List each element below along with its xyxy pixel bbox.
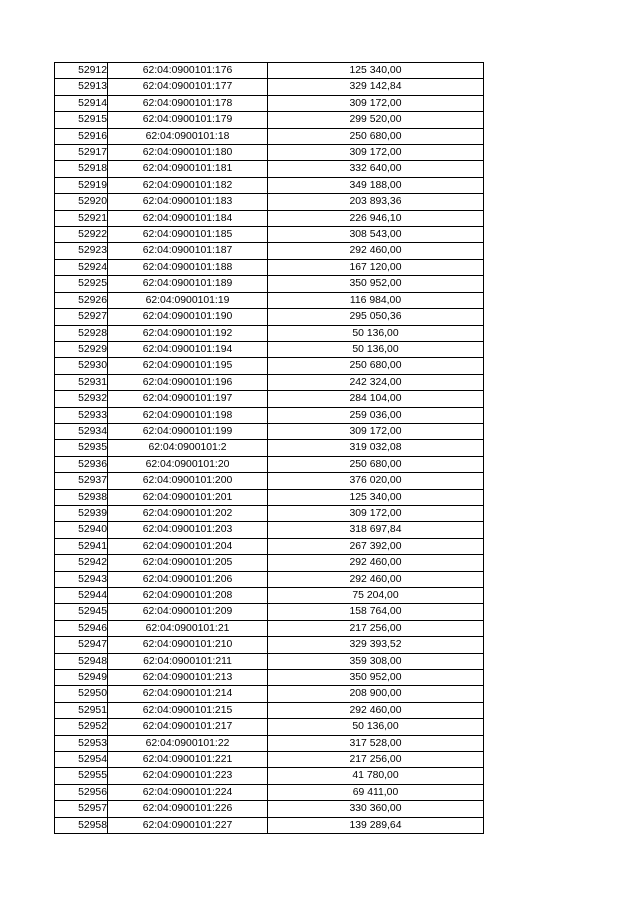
cadastral-value-cell: 116 984,00 xyxy=(268,292,484,308)
cadastral-value-cell: 267 392,00 xyxy=(268,538,484,554)
cadastral-value-cell: 317 528,00 xyxy=(268,735,484,751)
table-row xyxy=(55,407,484,423)
table-row xyxy=(55,145,484,161)
table-row xyxy=(55,440,484,456)
table-row xyxy=(55,374,484,390)
table-row xyxy=(55,112,484,128)
cadastral-value-cell: 330 360,00 xyxy=(268,801,484,817)
row-number-cell: 52944 xyxy=(55,588,108,604)
row-number-cell: 52942 xyxy=(55,555,108,571)
cadastral-value-cell: 125 340,00 xyxy=(268,489,484,505)
row-number-cell: 52938 xyxy=(55,489,108,505)
cadastral-value-cell: 242 324,00 xyxy=(268,374,484,390)
cadastral-number-cell: 62:04:0900101:201 xyxy=(108,489,268,505)
cadastral-number-cell: 62:04:0900101:194 xyxy=(108,341,268,357)
row-number-cell: 52950 xyxy=(55,686,108,702)
table-row xyxy=(55,161,484,177)
row-number-cell: 52918 xyxy=(55,161,108,177)
row-number-cell: 52920 xyxy=(55,194,108,210)
table-row xyxy=(55,719,484,735)
cadastral-value-cell: 332 640,00 xyxy=(268,161,484,177)
table-row xyxy=(55,259,484,275)
cadastral-value-cell: 203 893,36 xyxy=(268,194,484,210)
table-row xyxy=(55,423,484,439)
cadastral-value-cell: 292 460,00 xyxy=(268,702,484,718)
cadastral-value-cell: 250 680,00 xyxy=(268,128,484,144)
row-number-cell: 52919 xyxy=(55,177,108,193)
cadastral-value-cell: 309 172,00 xyxy=(268,95,484,111)
row-number-cell: 52951 xyxy=(55,702,108,718)
cadastral-number-cell: 62:04:0900101:221 xyxy=(108,752,268,768)
row-number-cell: 52917 xyxy=(55,145,108,161)
row-number-cell: 52923 xyxy=(55,243,108,259)
row-number-cell: 52928 xyxy=(55,325,108,341)
cadastral-value-cell: 158 764,00 xyxy=(268,604,484,620)
cadastral-value-cell: 75 204,00 xyxy=(268,588,484,604)
cadastral-value-cell: 69 411,00 xyxy=(268,784,484,800)
row-number-cell: 52931 xyxy=(55,374,108,390)
table-row xyxy=(55,276,484,292)
cadastral-number-cell: 62:04:0900101:214 xyxy=(108,686,268,702)
cadastral-number-cell: 62:04:0900101:197 xyxy=(108,391,268,407)
row-number-cell: 52929 xyxy=(55,341,108,357)
cadastral-value-table xyxy=(54,62,484,834)
cadastral-value-cell: 250 680,00 xyxy=(268,358,484,374)
cadastral-number-cell: 62:04:0900101:18 xyxy=(108,128,268,144)
row-number-cell: 52934 xyxy=(55,423,108,439)
row-number-cell: 52949 xyxy=(55,670,108,686)
cadastral-number-cell: 62:04:0900101:21 xyxy=(108,620,268,636)
row-number-cell: 52957 xyxy=(55,801,108,817)
table-row xyxy=(55,79,484,95)
cadastral-value-cell: 376 020,00 xyxy=(268,473,484,489)
table-row xyxy=(55,128,484,144)
table-row xyxy=(55,538,484,554)
cadastral-value-cell: 50 136,00 xyxy=(268,719,484,735)
row-number-cell: 52916 xyxy=(55,128,108,144)
cadastral-value-cell: 318 697,84 xyxy=(268,522,484,538)
row-number-cell: 52939 xyxy=(55,505,108,521)
cadastral-value-cell: 259 036,00 xyxy=(268,407,484,423)
cadastral-number-cell: 62:04:0900101:188 xyxy=(108,259,268,275)
cadastral-number-cell: 62:04:0900101:180 xyxy=(108,145,268,161)
row-number-cell: 52943 xyxy=(55,571,108,587)
cadastral-number-cell: 62:04:0900101:2 xyxy=(108,440,268,456)
cadastral-value-cell: 208 900,00 xyxy=(268,686,484,702)
row-number-cell: 52956 xyxy=(55,784,108,800)
table-row xyxy=(55,653,484,669)
cadastral-value-cell: 349 188,00 xyxy=(268,177,484,193)
cadastral-value-cell: 292 460,00 xyxy=(268,555,484,571)
row-number-cell: 52941 xyxy=(55,538,108,554)
cadastral-number-cell: 62:04:0900101:196 xyxy=(108,374,268,390)
table-row xyxy=(55,243,484,259)
row-number-cell: 52921 xyxy=(55,210,108,226)
cadastral-number-cell: 62:04:0900101:177 xyxy=(108,79,268,95)
cadastral-number-cell: 62:04:0900101:182 xyxy=(108,177,268,193)
table-row xyxy=(55,210,484,226)
row-number-cell: 52930 xyxy=(55,358,108,374)
row-number-cell: 52927 xyxy=(55,309,108,325)
cadastral-number-cell: 62:04:0900101:223 xyxy=(108,768,268,784)
cadastral-number-cell: 62:04:0900101:224 xyxy=(108,784,268,800)
cadastral-value-cell: 50 136,00 xyxy=(268,341,484,357)
cadastral-value-cell: 125 340,00 xyxy=(268,63,484,79)
row-number-cell: 52947 xyxy=(55,637,108,653)
cadastral-value-cell: 41 780,00 xyxy=(268,768,484,784)
table-row xyxy=(55,309,484,325)
table-row xyxy=(55,95,484,111)
cadastral-value-cell: 217 256,00 xyxy=(268,752,484,768)
cadastral-number-cell: 62:04:0900101:178 xyxy=(108,95,268,111)
cadastral-number-cell: 62:04:0900101:208 xyxy=(108,588,268,604)
table-row xyxy=(55,63,484,79)
cadastral-number-cell: 62:04:0900101:184 xyxy=(108,210,268,226)
cadastral-value-cell: 139 289,64 xyxy=(268,817,484,833)
cadastral-number-cell: 62:04:0900101:20 xyxy=(108,456,268,472)
row-number-cell: 52913 xyxy=(55,79,108,95)
row-number-cell: 52945 xyxy=(55,604,108,620)
table-row xyxy=(55,620,484,636)
table-row xyxy=(55,473,484,489)
row-number-cell: 52955 xyxy=(55,768,108,784)
row-number-cell: 52935 xyxy=(55,440,108,456)
row-number-cell: 52948 xyxy=(55,653,108,669)
table-row xyxy=(55,227,484,243)
table-row xyxy=(55,489,484,505)
row-number-cell: 52924 xyxy=(55,259,108,275)
table-row xyxy=(55,292,484,308)
cadastral-value-cell: 319 032,08 xyxy=(268,440,484,456)
table-row xyxy=(55,194,484,210)
row-number-cell: 52932 xyxy=(55,391,108,407)
table-row xyxy=(55,702,484,718)
table-row xyxy=(55,670,484,686)
row-number-cell: 52912 xyxy=(55,63,108,79)
table-row xyxy=(55,522,484,538)
table-row xyxy=(55,555,484,571)
cadastral-number-cell: 62:04:0900101:217 xyxy=(108,719,268,735)
row-number-cell: 52915 xyxy=(55,112,108,128)
table-row xyxy=(55,325,484,341)
cadastral-number-cell: 62:04:0900101:190 xyxy=(108,309,268,325)
row-number-cell: 52953 xyxy=(55,735,108,751)
cadastral-number-cell: 62:04:0900101:176 xyxy=(108,63,268,79)
cadastral-number-cell: 62:04:0900101:205 xyxy=(108,555,268,571)
cadastral-number-cell: 62:04:0900101:211 xyxy=(108,653,268,669)
table-row xyxy=(55,752,484,768)
table-row xyxy=(55,456,484,472)
cadastral-number-cell: 62:04:0900101:209 xyxy=(108,604,268,620)
cadastral-number-cell: 62:04:0900101:202 xyxy=(108,505,268,521)
row-number-cell: 52954 xyxy=(55,752,108,768)
table-row xyxy=(55,784,484,800)
row-number-cell: 52937 xyxy=(55,473,108,489)
cadastral-number-cell: 62:04:0900101:199 xyxy=(108,423,268,439)
cadastral-number-cell: 62:04:0900101:206 xyxy=(108,571,268,587)
cadastral-number-cell: 62:04:0900101:183 xyxy=(108,194,268,210)
table-row xyxy=(55,505,484,521)
cadastral-number-cell: 62:04:0900101:187 xyxy=(108,243,268,259)
table-row xyxy=(55,735,484,751)
cadastral-number-cell: 62:04:0900101:198 xyxy=(108,407,268,423)
cadastral-value-cell: 329 393,52 xyxy=(268,637,484,653)
cadastral-value-cell: 50 136,00 xyxy=(268,325,484,341)
row-number-cell: 52946 xyxy=(55,620,108,636)
row-number-cell: 52925 xyxy=(55,276,108,292)
table-row xyxy=(55,686,484,702)
cadastral-value-cell: 299 520,00 xyxy=(268,112,484,128)
table-row xyxy=(55,817,484,833)
cadastral-value-cell: 295 050,36 xyxy=(268,309,484,325)
cadastral-value-cell: 359 308,00 xyxy=(268,653,484,669)
cadastral-number-cell: 62:04:0900101:189 xyxy=(108,276,268,292)
table-row xyxy=(55,177,484,193)
row-number-cell: 52940 xyxy=(55,522,108,538)
cadastral-number-cell: 62:04:0900101:195 xyxy=(108,358,268,374)
table-body xyxy=(55,63,484,834)
cadastral-value-cell: 292 460,00 xyxy=(268,571,484,587)
cadastral-value-cell: 308 543,00 xyxy=(268,227,484,243)
cadastral-value-cell: 292 460,00 xyxy=(268,243,484,259)
row-number-cell: 52926 xyxy=(55,292,108,308)
cadastral-value-cell: 284 104,00 xyxy=(268,391,484,407)
table-row xyxy=(55,391,484,407)
cadastral-number-cell: 62:04:0900101:210 xyxy=(108,637,268,653)
cadastral-value-cell: 350 952,00 xyxy=(268,670,484,686)
row-number-cell: 52933 xyxy=(55,407,108,423)
cadastral-number-cell: 62:04:0900101:226 xyxy=(108,801,268,817)
cadastral-number-cell: 62:04:0900101:181 xyxy=(108,161,268,177)
cadastral-value-cell: 217 256,00 xyxy=(268,620,484,636)
cadastral-number-cell: 62:04:0900101:192 xyxy=(108,325,268,341)
cadastral-number-cell: 62:04:0900101:203 xyxy=(108,522,268,538)
table-row xyxy=(55,801,484,817)
row-number-cell: 52914 xyxy=(55,95,108,111)
cadastral-value-cell: 250 680,00 xyxy=(268,456,484,472)
cadastral-number-cell: 62:04:0900101:215 xyxy=(108,702,268,718)
cadastral-number-cell: 62:04:0900101:204 xyxy=(108,538,268,554)
cadastral-value-cell: 329 142,84 xyxy=(268,79,484,95)
row-number-cell: 52922 xyxy=(55,227,108,243)
cadastral-number-cell: 62:04:0900101:185 xyxy=(108,227,268,243)
cadastral-number-cell: 62:04:0900101:227 xyxy=(108,817,268,833)
table-row xyxy=(55,358,484,374)
cadastral-value-cell: 167 120,00 xyxy=(268,259,484,275)
cadastral-number-cell: 62:04:0900101:213 xyxy=(108,670,268,686)
table-row xyxy=(55,768,484,784)
cadastral-value-cell: 350 952,00 xyxy=(268,276,484,292)
table-row xyxy=(55,637,484,653)
cadastral-value-cell: 226 946,10 xyxy=(268,210,484,226)
table-row xyxy=(55,604,484,620)
cadastral-value-cell: 309 172,00 xyxy=(268,505,484,521)
table-row xyxy=(55,571,484,587)
table-row xyxy=(55,588,484,604)
cadastral-number-cell: 62:04:0900101:19 xyxy=(108,292,268,308)
cadastral-value-cell: 309 172,00 xyxy=(268,145,484,161)
row-number-cell: 52936 xyxy=(55,456,108,472)
table-row xyxy=(55,341,484,357)
cadastral-value-cell: 309 172,00 xyxy=(268,423,484,439)
cadastral-number-cell: 62:04:0900101:22 xyxy=(108,735,268,751)
cadastral-number-cell: 62:04:0900101:200 xyxy=(108,473,268,489)
row-number-cell: 52952 xyxy=(55,719,108,735)
cadastral-number-cell: 62:04:0900101:179 xyxy=(108,112,268,128)
row-number-cell: 52958 xyxy=(55,817,108,833)
